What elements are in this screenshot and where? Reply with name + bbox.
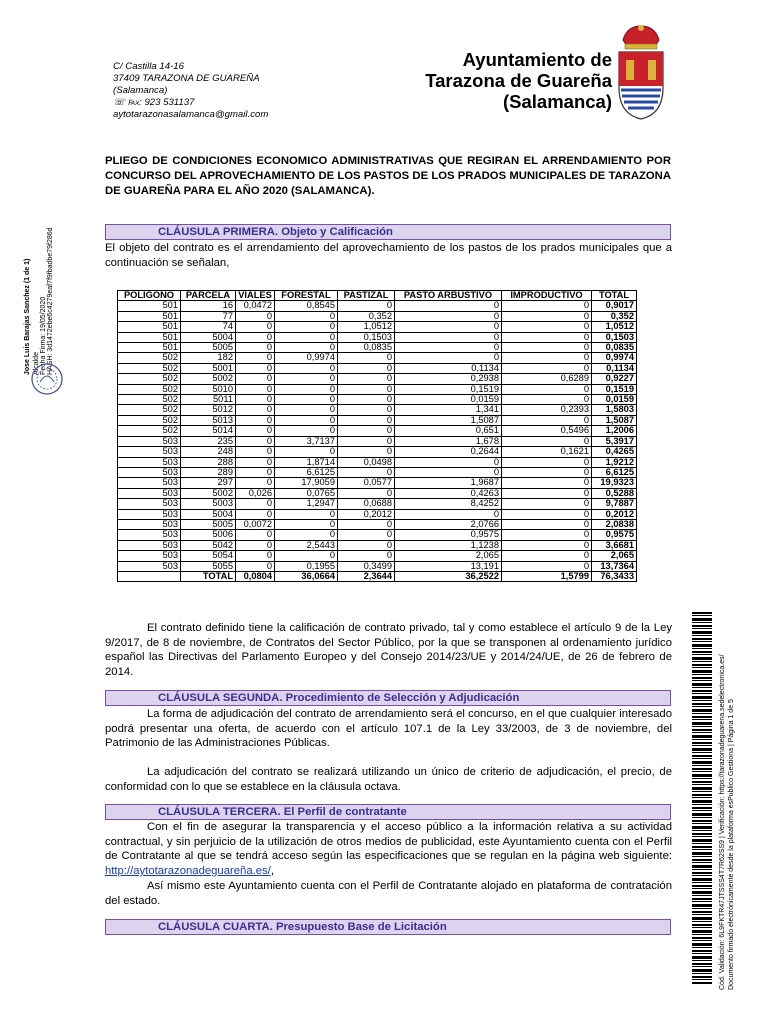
table-cell: 502 — [118, 395, 181, 405]
table-cell: 2,0838 — [592, 519, 637, 529]
signature-date: Fecha Firma: 19/05/2020 — [40, 296, 47, 375]
col-forestal: FORESTAL — [275, 291, 338, 301]
table-cell: 0 — [338, 436, 395, 446]
table-cell: 501 — [118, 311, 181, 321]
table-cell: 0,9017 — [592, 301, 637, 311]
clause-3-body — [105, 820, 672, 908]
table-cell: 1,9212 — [592, 457, 637, 467]
table-cell: 501 — [118, 332, 181, 342]
table-cell: 0 — [338, 426, 395, 436]
table-cell: 503 — [118, 467, 181, 477]
table-cell: 2,3644 — [338, 571, 395, 581]
table-cell: 5004 — [181, 332, 236, 342]
col-parcela: PARCELA — [181, 291, 236, 301]
table-row — [118, 405, 637, 415]
table-cell: 5014 — [181, 426, 236, 436]
table-row — [118, 509, 637, 519]
col-pastizal: PASTIZAL — [338, 291, 395, 301]
table-cell: 502 — [118, 415, 181, 425]
table-cell: 0,2393 — [502, 405, 592, 415]
organization-name — [412, 49, 612, 112]
table-cell: 0 — [338, 353, 395, 363]
table-cell: 2,0766 — [395, 519, 502, 529]
table-cell: 0 — [275, 343, 338, 353]
clause-2-p2: La adjudicación del contrato se realizará utilizando un único de criterio de adjudicación, el precio, de conformidad con lo que se establece en la cláusula octava. — [105, 766, 672, 793]
verification-line-2: Documento firmado electrónicamente desde la plataforma esPublico Gestiona | Página 1 de 5 — [728, 699, 735, 990]
table-cell: 0 — [275, 374, 338, 384]
table-row — [118, 447, 637, 457]
table-cell: 5006 — [181, 530, 236, 540]
col-viales: VIALES — [236, 291, 275, 301]
table-cell: 0 — [275, 405, 338, 415]
table-cell: 502 — [118, 374, 181, 384]
table-cell: 0,5496 — [502, 426, 592, 436]
table-cell: 0,9227 — [592, 374, 637, 384]
table-cell: 5005 — [181, 343, 236, 353]
table-cell: 0,0577 — [338, 478, 395, 488]
address-email: aytotarazonasalamanca@gmail.com — [113, 109, 269, 120]
table-cell: 0 — [236, 374, 275, 384]
table-cell: 5042 — [181, 540, 236, 550]
table-cell: 3,7137 — [275, 436, 338, 446]
clause-2-p1: La forma de adjudicación del contrato de arrendamiento será el concurso, en el que cualquier interesado podrá presentar una oferta, de acuerdo con el artículo 107.1 de la Ley 33/2003, de 3 de noviembre, del Patrimonio de las Administraciones Públicas. — [105, 708, 672, 750]
table-cell: 0,0159 — [395, 395, 502, 405]
parcels-table — [117, 290, 637, 582]
table-cell: 503 — [118, 457, 181, 467]
table-cell: 0 — [236, 551, 275, 561]
table-row — [118, 301, 637, 311]
table-row — [118, 426, 637, 436]
col-total: TOTAL — [592, 291, 637, 301]
table-cell: 0,1519 — [592, 384, 637, 394]
table-cell: 0,9974 — [275, 353, 338, 363]
table-cell: 1,0512 — [592, 322, 637, 332]
table-cell: 0 — [338, 519, 395, 529]
table-cell: 503 — [118, 519, 181, 529]
signature-hash: HASH: 3d1472ebe6c4279eaf7f9fbadbe79f286d — [47, 227, 54, 375]
table-cell: 0 — [502, 457, 592, 467]
table-cell: 5011 — [181, 395, 236, 405]
clause-4-heading: CLÁUSULA CUARTA. Presupuesto Base de Licitación — [105, 919, 671, 935]
table-cell: 5001 — [181, 363, 236, 373]
table-cell: 0 — [502, 301, 592, 311]
table-cell: 0 — [236, 395, 275, 405]
table-cell: 0,8545 — [275, 301, 338, 311]
verification-line-1: Cód. Validación: 6L9FKTR47JTSSS4T7R62SS9 | Verificación: https://tarazonadeguarena.sedelectronica.es/ — [719, 654, 726, 990]
table-cell: 0 — [338, 374, 395, 384]
table-cell: 0 — [502, 467, 592, 477]
table-cell: 1,678 — [395, 436, 502, 446]
table-cell: 5012 — [181, 405, 236, 415]
table-cell: 0 — [502, 530, 592, 540]
table-cell: 0,1519 — [395, 384, 502, 394]
org-line-2: Tarazona de Guareña — [425, 70, 612, 91]
table-cell: 1,5087 — [592, 415, 637, 425]
table-cell: 0 — [502, 436, 592, 446]
table-row — [118, 467, 637, 477]
table-cell: 0 — [502, 415, 592, 425]
table-cell: 0 — [395, 467, 502, 477]
table-cell: 0 — [502, 363, 592, 373]
table-cell: 0 — [236, 457, 275, 467]
table-cell: 0 — [275, 363, 338, 373]
table-cell: 0 — [236, 561, 275, 571]
table-cell: 0 — [338, 467, 395, 477]
table-cell: 0 — [338, 447, 395, 457]
table-cell: 0 — [338, 395, 395, 405]
table-cell: 0 — [502, 384, 592, 394]
table-cell: 5003 — [181, 499, 236, 509]
table-cell: 0,0835 — [592, 343, 637, 353]
table-row — [118, 519, 637, 529]
table-cell: 5054 — [181, 551, 236, 561]
table-cell: 0 — [236, 509, 275, 519]
address-postal: 37409 TARAZONA DE GUAREÑA — [113, 73, 260, 84]
signer-name: Jose Luis Barajas Sanchez (1 de 1) — [24, 258, 31, 375]
signer-role: Alcalde — [33, 352, 40, 375]
table-cell: 0 — [395, 332, 502, 342]
col-poligono: POLIGONO — [118, 291, 181, 301]
table-row — [118, 561, 637, 571]
table-cell: 2,5443 — [275, 540, 338, 550]
table-cell: 0,9974 — [592, 353, 637, 363]
col-improductivo: IMPRODUCTIVO — [502, 291, 592, 301]
table-cell: 36,2522 — [395, 571, 502, 581]
table-cell: 501 — [118, 343, 181, 353]
table-cell: 5013 — [181, 415, 236, 425]
table-cell: 0 — [338, 415, 395, 425]
table-cell: 0,9575 — [592, 530, 637, 540]
table-cell: 0 — [395, 457, 502, 467]
table-cell: 0 — [395, 509, 502, 519]
table-cell: 0 — [236, 343, 275, 353]
table-cell: 0 — [338, 530, 395, 540]
table-cell — [118, 571, 181, 581]
table-cell: 1,5799 — [502, 571, 592, 581]
table-cell: 1,1238 — [395, 540, 502, 550]
table-cell: 6,6125 — [275, 467, 338, 477]
table-cell: 0 — [236, 499, 275, 509]
table-cell: 0 — [236, 467, 275, 477]
table-cell: 2,065 — [592, 551, 637, 561]
table-cell: 182 — [181, 353, 236, 363]
table-cell: 0 — [502, 519, 592, 529]
table-cell: 0 — [275, 530, 338, 540]
table-row — [118, 551, 637, 561]
table-cell: 0 — [395, 353, 502, 363]
table-cell: 0,352 — [592, 311, 637, 321]
address-street: C/ Castilla 14-16 — [113, 61, 184, 72]
table-row — [118, 384, 637, 394]
table-cell: 0 — [275, 395, 338, 405]
table-cell: 0 — [338, 384, 395, 394]
table-cell: 0 — [275, 447, 338, 457]
table-cell: 0 — [275, 415, 338, 425]
table-cell: 502 — [118, 426, 181, 436]
table-cell: 0 — [236, 426, 275, 436]
clause-1-after: El contrato definido tiene la calificación de contrato privado, tal y como establece el artículo 9 de la Ley 9/2017, de 8 de noviembre, de Contratos del Sector Público, por la que se transponen al ordenamiento jurídico español las Directivas del Parlamento Europeo y del Consejo 2014/23/UE y 2014/24/UE, de 26 de febrero de 2014. — [105, 622, 672, 679]
table-cell: 0,0159 — [592, 395, 637, 405]
table-cell: 0,4263 — [395, 488, 502, 498]
table-cell: 0 — [236, 405, 275, 415]
table-cell: 19,9323 — [592, 478, 637, 488]
table-cell: 0 — [275, 509, 338, 519]
table-cell: 0,2938 — [395, 374, 502, 384]
table-cell: 1,9687 — [395, 478, 502, 488]
table-cell: 0 — [502, 395, 592, 405]
clause-3-p2: Así mismo este Ayuntamiento cuenta con el Perfil de Contratante alojado en plataforma de contratación del estado. — [105, 879, 672, 907]
table-cell: 0 — [502, 499, 592, 509]
table-cell: 0 — [236, 322, 275, 332]
table-cell: 235 — [181, 436, 236, 446]
org-line-1: Ayuntamiento de — [462, 49, 612, 70]
table-cell: 503 — [118, 499, 181, 509]
table-row — [118, 395, 637, 405]
table-cell: 16 — [181, 301, 236, 311]
table-cell: 0,0765 — [275, 488, 338, 498]
table-cell: 9,7887 — [592, 499, 637, 509]
table-cell: 503 — [118, 551, 181, 561]
table-cell: 0,1955 — [275, 561, 338, 571]
col-pasto-arbustivo: PASTO ARBUSTIVO — [395, 291, 502, 301]
table-cell: 0 — [502, 478, 592, 488]
table-cell: 0,0835 — [338, 343, 395, 353]
table-cell: 0 — [395, 301, 502, 311]
table-cell: 6,6125 — [592, 467, 637, 477]
table-cell: 8,4252 — [395, 499, 502, 509]
table-cell: 5055 — [181, 561, 236, 571]
table-cell: 5002 — [181, 488, 236, 498]
table-cell: 0 — [275, 384, 338, 394]
table-cell: 77 — [181, 311, 236, 321]
table-row — [118, 415, 637, 425]
table-cell: 0 — [236, 415, 275, 425]
table-cell: 0,352 — [338, 311, 395, 321]
table-cell: 0,9575 — [395, 530, 502, 540]
table-row — [118, 311, 637, 321]
table-cell: 0,5288 — [592, 488, 637, 498]
table-row — [118, 478, 637, 488]
table-row — [118, 343, 637, 353]
table-cell: 76,3433 — [592, 571, 637, 581]
table-cell: 0,6289 — [502, 374, 592, 384]
address-province: (Salamanca) — [113, 85, 168, 96]
org-line-3: (Salamanca) — [503, 91, 612, 112]
table-cell: 0,0804 — [236, 571, 275, 581]
table-cell: 74 — [181, 322, 236, 332]
coat-of-arms-icon — [613, 22, 669, 122]
table-cell: 1,5087 — [395, 415, 502, 425]
table-cell: 1,5803 — [592, 405, 637, 415]
table-row — [118, 457, 637, 467]
table-cell: 297 — [181, 478, 236, 488]
table-cell: 17,9059 — [275, 478, 338, 488]
table-cell: 0 — [338, 301, 395, 311]
table-cell: 5004 — [181, 509, 236, 519]
table-cell: 0 — [502, 540, 592, 550]
table-cell: 0 — [395, 311, 502, 321]
table-cell: 0 — [236, 530, 275, 540]
table-cell: TOTAL — [181, 571, 236, 581]
table-cell: 1,2947 — [275, 499, 338, 509]
table-cell: 0,1503 — [338, 332, 395, 342]
table-cell: 0 — [502, 332, 592, 342]
table-row — [118, 332, 637, 342]
table-cell: 0 — [502, 509, 592, 519]
table-row — [118, 499, 637, 509]
table-cell: 0 — [275, 519, 338, 529]
table-cell: 5002 — [181, 374, 236, 384]
table-cell: 3,6681 — [592, 540, 637, 550]
table-cell: 0 — [236, 363, 275, 373]
table-cell: 288 — [181, 457, 236, 467]
table-row — [118, 374, 637, 384]
clause-2-heading: CLÁUSULA SEGUNDA. Procedimiento de Selección y Adjudicación — [105, 690, 671, 706]
clause-3-heading: CLÁUSULA TERCERA. El Perfil de contratante — [105, 804, 671, 820]
table-row — [118, 530, 637, 540]
table-cell: 0 — [502, 311, 592, 321]
seal-icon — [30, 362, 64, 396]
table-cell: 0,2012 — [592, 509, 637, 519]
table-cell: 503 — [118, 447, 181, 457]
table-cell: 0 — [236, 353, 275, 363]
table-cell: 0 — [502, 322, 592, 332]
table-cell: 0 — [502, 353, 592, 363]
table-cell: 0 — [275, 332, 338, 342]
table-cell: 0 — [236, 436, 275, 446]
table-cell: 0,0498 — [338, 457, 395, 467]
table-cell: 0 — [338, 551, 395, 561]
table-cell: 503 — [118, 561, 181, 571]
table-row — [118, 540, 637, 550]
table-cell: 289 — [181, 467, 236, 477]
table-header-row — [118, 291, 637, 301]
table-cell: 0 — [338, 540, 395, 550]
table-row — [118, 363, 637, 373]
barcode — [692, 612, 712, 984]
table-cell: 0 — [338, 363, 395, 373]
table-cell: 36,0664 — [275, 571, 338, 581]
table-cell: 0 — [338, 405, 395, 415]
table-cell: 0 — [236, 478, 275, 488]
table-cell: 0 — [236, 311, 275, 321]
table-cell: 0 — [395, 322, 502, 332]
table-cell: 1,341 — [395, 405, 502, 415]
table-cell: 0 — [338, 488, 395, 498]
table-cell: 13,191 — [395, 561, 502, 571]
table-cell: 5005 — [181, 519, 236, 529]
table-cell: 1,0512 — [338, 322, 395, 332]
clause-2-body — [105, 707, 672, 795]
table-total-row — [118, 571, 637, 581]
table-cell: 0,651 — [395, 426, 502, 436]
table-cell: 0 — [236, 447, 275, 457]
table-cell: 501 — [118, 322, 181, 332]
table-cell: 0,2644 — [395, 447, 502, 457]
table-cell: 0,3499 — [338, 561, 395, 571]
table-cell: 0,1503 — [592, 332, 637, 342]
table-cell: 13,7364 — [592, 561, 637, 571]
table-cell: 0 — [502, 561, 592, 571]
table-cell: 0,0072 — [236, 519, 275, 529]
table-row — [118, 353, 637, 363]
table-cell: 0,1134 — [592, 363, 637, 373]
table-cell: 1,8714 — [275, 457, 338, 467]
table-cell: 502 — [118, 363, 181, 373]
table-cell: 5010 — [181, 384, 236, 394]
table-cell: 502 — [118, 384, 181, 394]
clause-1-intro: El objeto del contrato es el arrendamiento del aprovechamiento de los pastos de los prados municipales que a continuación se señalan, — [105, 242, 672, 269]
table-cell: 503 — [118, 540, 181, 550]
clause-3-p1: Con el fin de asegurar la transparencia y el acceso público a la información relativa a su actividad contractual, y sin perjuicio de la utilización de otros medios de publicidad, este Ayuntamiento cuenta con el Perfil de Contratante al que se tendrá acceso según las especificaciones que se regulan en la página web siguiente: http://aytotarazonadeguareña.es/, — [105, 821, 672, 878]
table-cell: 503 — [118, 478, 181, 488]
table-cell: 5,3917 — [592, 436, 637, 446]
table-row — [118, 436, 637, 446]
table-cell: 248 — [181, 447, 236, 457]
table-cell: 0 — [275, 322, 338, 332]
table-cell: 0 — [395, 343, 502, 353]
table-cell: 0,2012 — [338, 509, 395, 519]
table-cell: 2,065 — [395, 551, 502, 561]
table-cell: 0,1621 — [502, 447, 592, 457]
table-cell: 0 — [275, 311, 338, 321]
table-cell: 0 — [236, 332, 275, 342]
table-cell: 0 — [502, 488, 592, 498]
profile-link[interactable]: http://aytotarazonadeguareña.es/ — [105, 865, 271, 878]
table-cell: 0 — [236, 384, 275, 394]
table-cell: 0,026 — [236, 488, 275, 498]
address-phone: ☏ ℻: 923 531137 — [113, 97, 195, 108]
table-row — [118, 322, 637, 332]
table-cell: 0 — [502, 343, 592, 353]
address-block — [113, 61, 268, 121]
table-cell: 0,4265 — [592, 447, 637, 457]
table-cell: 0,1134 — [395, 363, 502, 373]
table-cell: 0,0688 — [338, 499, 395, 509]
table-cell: 501 — [118, 301, 181, 311]
table-cell: 503 — [118, 488, 181, 498]
table-cell: 0 — [502, 551, 592, 561]
clause-1-heading: CLÁUSULA PRIMERA. Objeto y Calificación — [105, 224, 671, 240]
table-cell: 503 — [118, 436, 181, 446]
table-cell: 503 — [118, 530, 181, 540]
table-cell: 502 — [118, 405, 181, 415]
table-cell: 502 — [118, 353, 181, 363]
table-cell: 0 — [275, 426, 338, 436]
table-cell: 0,0472 — [236, 301, 275, 311]
table-row — [118, 488, 637, 498]
table-cell: 503 — [118, 509, 181, 519]
table-cell: 1,2006 — [592, 426, 637, 436]
document-title: PLIEGO DE CONDICIONES ECONOMICO ADMINISTRATIVAS QUE REGIRAN EL ARRENDAMIENTO POR CONCURSO DEL APROVECHAMIENTO DE LOS PASTOS DE LOS PRADOS MUNICIPALES DE TARAZONA DE GUAREÑA PARA EL AÑO 2020 (SALAMANCA). — [105, 155, 671, 197]
table-cell: 0 — [275, 551, 338, 561]
table-cell: 0 — [236, 540, 275, 550]
